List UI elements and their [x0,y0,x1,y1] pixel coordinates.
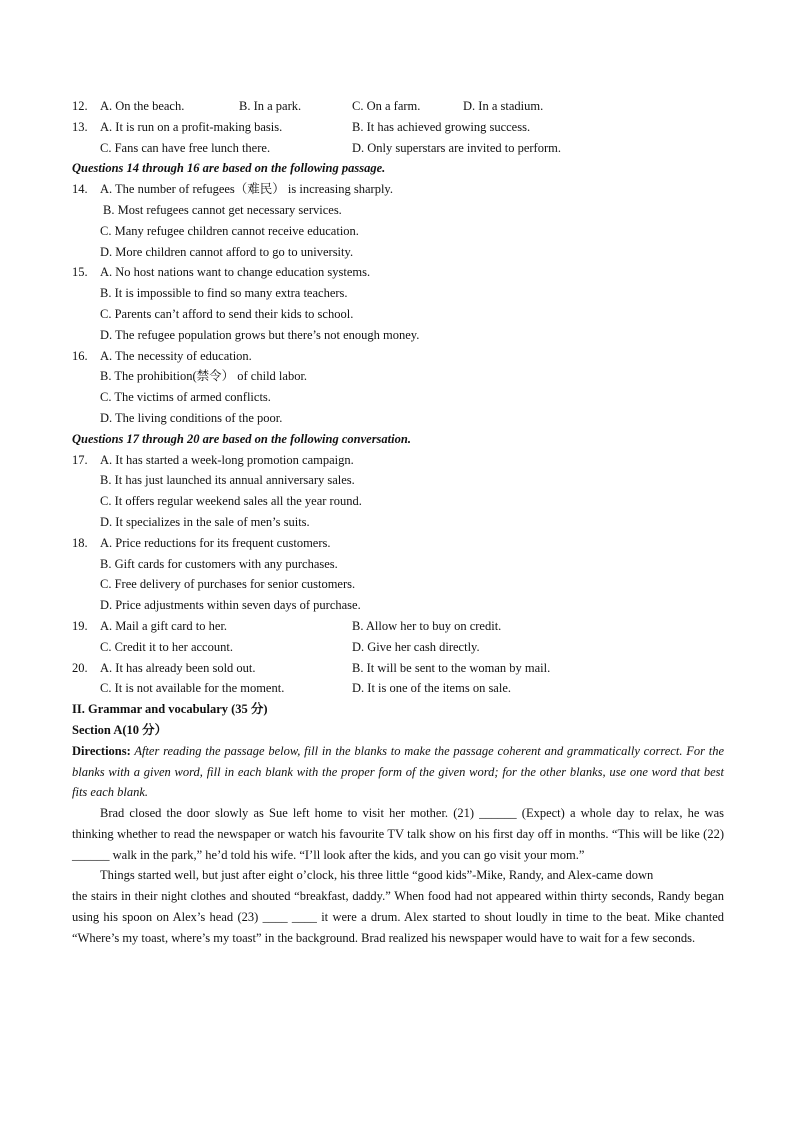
option-d: D. The living conditions of the poor. [100,410,283,425]
question-16-row4 [72,408,724,429]
option-c: C. Many refugee children cannot receive education. [100,223,359,238]
question-19-row2 [72,637,724,658]
question-number: 13. [72,119,88,134]
option-c: C. Credit it to her account. [100,639,233,654]
option-d: D. It specializes in the sale of men’s suits. [100,514,310,529]
question-20 [72,658,724,679]
question-20-row2 [72,678,724,699]
question-18 [72,533,724,554]
question-13-row2 [72,138,724,159]
question-17 [72,450,724,471]
question-16-row3 [72,387,724,408]
option-c: C. On a farm. [352,99,421,113]
question-14 [72,179,724,200]
question-19 [72,616,724,637]
option-a: A. It is run on a profit-making basis. [100,119,283,134]
question-17-row3 [72,491,724,512]
option-b: B. Gift cards for customers with any purchases. [100,556,338,571]
question-number: 14. [72,182,88,197]
option-a: A. On the beach. [100,99,185,113]
question-14-row4 [72,242,724,263]
option-c: C. Parents can’t afford to send their kids to school. [100,306,354,321]
question-number: 12. [72,99,88,113]
passage-paragraph-1: Brad closed the door slowly as Sue left home to visit her mother. (21) ______ (Expect) a whole day to relax, he was thinking whether to read the newspaper or watch his favourite TV talk show on his first day off in months. “This will be like (22) ______ walk in the park,” he’d told his wife. “I’ll look after the kids, and you can go visit your mom.” [72,806,724,862]
question-16-row2 [72,366,724,387]
option-d: D. In a stadium. [463,99,544,113]
section-a-title: Section A(10 分） [72,722,168,737]
question-18-row4 [72,595,724,616]
directions-text: After reading the passage below, fill in the blanks to make the passage coherent and grammatically correct. For the blanks with a given word, fill in each blank with the proper form of the given word; for the other blanks, use one word that best fits each blank. [72,743,724,800]
directions [72,741,724,803]
option-a: A. It has already been sold out. [100,660,256,675]
option-a: A. No host nations want to change education systems. [100,265,371,280]
question-14-row2 [72,200,724,221]
question-15 [72,262,724,283]
question-number: 17. [72,452,88,467]
option-b: B. Allow her to buy on credit. [352,618,502,633]
section-title-grammar: II. Grammar and vocabulary (35 分) [72,702,268,717]
option-b: B. It will be sent to the woman by mail. [352,660,551,675]
question-17-row2 [72,470,724,491]
question-14-row3 [72,221,724,242]
question-13 [72,117,724,138]
option-a: A. The necessity of education. [100,348,252,363]
option-d: D. Only superstars are invited to perform. [352,140,561,155]
option-b: B. It is impossible to find so many extra teachers. [100,286,348,301]
option-b: B. It has just launched its annual anniversary sales. [100,473,355,488]
option-b: B. Most refugees cannot get necessary services. [103,202,342,217]
question-18-row2 [72,554,724,575]
passage-paragraph-2b: the stairs in their night clothes and shouted “breakfast, daddy.” When food had not appeared within thirty seconds, Randy began using his spoon on Alex’s head (23) ____ ____ it were a drum. Alex started to shout loudly in time to the beat. Mike chanted “Where’s my toast, where’s my toast” in the background. Brad realized his newspaper would have to wait for a few seconds. [72,889,724,945]
option-b: B. In a park. [239,99,302,113]
question-15-row4 [72,325,724,346]
question-number: 20. [72,660,88,675]
passage-paragraph-2a: Things started well, but just after eight o’clock, his three little “good kids”-Mike, Randy, and Alex-came down [100,868,654,883]
option-d: D. Give her cash directly. [352,639,480,654]
option-d: D. More children cannot afford to go to university. [100,244,354,259]
option-d: D. It is one of the items on sale. [352,681,511,696]
option-b: B. The prohibition(禁令） of child labor. [100,369,308,384]
option-a: A. It has started a week-long promotion campaign. [100,452,354,467]
option-c: C. Fans can have free lunch there. [100,140,271,155]
directions-label: Directions: [72,743,131,758]
question-number: 16. [72,348,88,363]
option-a: A. Mail a gift card to her. [100,618,228,633]
question-15-row3 [72,304,724,325]
option-d: D. The refugee population grows but there’s not enough money. [100,327,420,342]
option-c: C. It is not available for the moment. [100,681,285,696]
option-b: B. It has achieved growing success. [352,119,531,134]
question-12 [72,96,724,117]
question-number: 15. [72,265,88,280]
option-c: C. Free delivery of purchases for senior customers. [100,577,356,592]
question-18-row3 [72,574,724,595]
section-heading-17-20: Questions 17 through 20 are based on the following conversation. [72,431,411,446]
question-17-row4 [72,512,724,533]
option-d: D. Price adjustments within seven days of purchase. [100,598,361,613]
section-heading-14-16: Questions 14 through 16 are based on the following passage. [72,161,386,176]
question-number: 19. [72,618,88,633]
question-15-row2 [72,283,724,304]
option-c: C. The victims of armed conflicts. [100,390,271,405]
option-a: A. The number of refugees（难民） is increasing sharply. [100,182,393,197]
option-c: C. It offers regular weekend sales all the year round. [100,494,362,509]
exam-page [72,96,724,949]
question-16 [72,346,724,367]
question-number: 18. [72,535,88,550]
option-a: A. Price reductions for its frequent customers. [100,535,331,550]
